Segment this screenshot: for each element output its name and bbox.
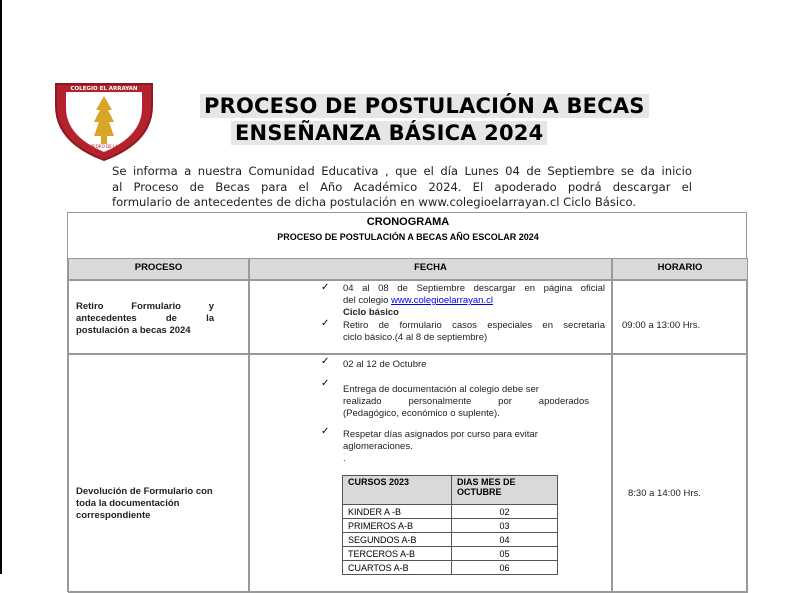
table-row — [343, 561, 558, 575]
check-icon: ✓ — [321, 318, 330, 329]
row2-item2-line1: Entrega de documentación al colegio debe ser — [343, 384, 539, 395]
header-horario: HORARIO — [612, 258, 748, 280]
course-day: 04 — [452, 533, 558, 547]
row1-proceso-line3: postulación a becas 2024 — [76, 325, 191, 336]
header-proceso: PROCESO — [68, 258, 249, 280]
course-day: 06 — [452, 561, 558, 575]
row2-item3-line2: aglomeraciones. — [343, 441, 413, 452]
row2-proceso-line2: toda la documentación — [76, 498, 180, 509]
row2-proceso-line1: Devolución de Formulario con — [76, 486, 213, 497]
row1-item2-line1: Retiro de formulario casos especiales en secretaria — [343, 320, 605, 331]
table-row — [343, 547, 558, 561]
row1-horario: 09:00 a 13:00 Hrs. — [622, 320, 701, 331]
row1-item2-line2: ciclo básico.(4 al 8 de septiembre) — [343, 332, 488, 343]
row2-horario: 8:30 a 14:00 Hrs. — [628, 488, 701, 499]
row2-proceso-cell — [68, 354, 249, 593]
crest-school-name: COLEGIO EL ARRAYAN — [70, 86, 138, 92]
table-row — [343, 505, 558, 519]
school-website-link[interactable]: www.colegioelarrayan.cl — [391, 295, 493, 306]
course-name: KINDER A -B — [343, 505, 452, 519]
row1-proceso-line1: Retiro Formulario y — [76, 301, 214, 312]
row1-proceso-cell — [68, 280, 249, 354]
row2-item3-line1: Respetar días asignados por curso para evitar — [343, 429, 538, 440]
table-title: CRONOGRAMA — [366, 216, 450, 228]
page-left-border — [0, 0, 2, 574]
table-subtitle: PROCESO DE POSTULACIÓN A BECAS AÑO ESCOLAR 2024 — [277, 232, 539, 242]
course-name: CUARTOS A-B — [343, 561, 452, 575]
table-row — [343, 519, 558, 533]
courses-header-dias: DIAS MES DE OCTUBRE — [452, 476, 558, 505]
row2-item2-line3: (Pedagógico, económico o suplente). — [343, 408, 500, 419]
row2-item2-line2: realizado personalmente por apoderados — [343, 396, 589, 407]
check-icon: ✓ — [321, 356, 330, 367]
course-day: 03 — [452, 519, 558, 533]
page-title-line2: ENSEÑANZA BÁSICA 2024 — [231, 121, 547, 145]
row2-item1: 02 al 12 de Octubre — [343, 359, 427, 370]
course-day: 05 — [452, 547, 558, 561]
intro-paragraph — [112, 164, 692, 211]
row1-proceso-line2: antecedentes de la — [76, 313, 214, 324]
row1-item1-line1: 04 al 08 de Septiembre descargar en página oficial — [343, 283, 605, 294]
table-row — [343, 533, 558, 547]
row2-proceso-line3: correspondiente — [76, 510, 151, 521]
course-name: TERCEROS A-B — [343, 547, 452, 561]
crest-motto: SAN PEDRO DE LA PAZ — [81, 144, 127, 149]
course-name: SEGUNDOS A-B — [343, 533, 452, 547]
courses-header-curso: CURSOS 2023 — [343, 476, 452, 505]
row2-horario-cell — [612, 354, 748, 593]
course-name: PRIMEROS A-B — [343, 519, 452, 533]
check-icon: ✓ — [321, 282, 330, 293]
row1-horario-cell — [612, 280, 748, 354]
course-day: 02 — [452, 505, 558, 519]
page-title-line1: PROCESO DE POSTULACIÓN A BECAS — [200, 94, 649, 118]
courses-table — [342, 475, 558, 575]
intro-line-2: al Proceso de Becas para el Año Académico 2024. El apoderado podrá descargar el — [112, 179, 692, 194]
row2-dot: . — [343, 453, 346, 464]
row1-item1-bold: Ciclo básico — [343, 307, 399, 318]
header-fecha: FECHA — [249, 258, 612, 280]
school-crest-logo — [52, 80, 156, 162]
check-icon: ✓ — [321, 378, 330, 389]
row1-fecha-cell — [249, 280, 612, 354]
check-icon: ✓ — [321, 426, 330, 437]
intro-line-1: Se informa a nuestra Comunidad Educativa , que el día Lunes 04 de Septiembre se da inicio — [112, 164, 692, 178]
intro-line-3: formulario de antecedentes de dicha postulación en www.colegioelarrayan.cl Ciclo Básico. — [112, 195, 637, 209]
row1-item1-line2: del colegio — [343, 295, 392, 306]
